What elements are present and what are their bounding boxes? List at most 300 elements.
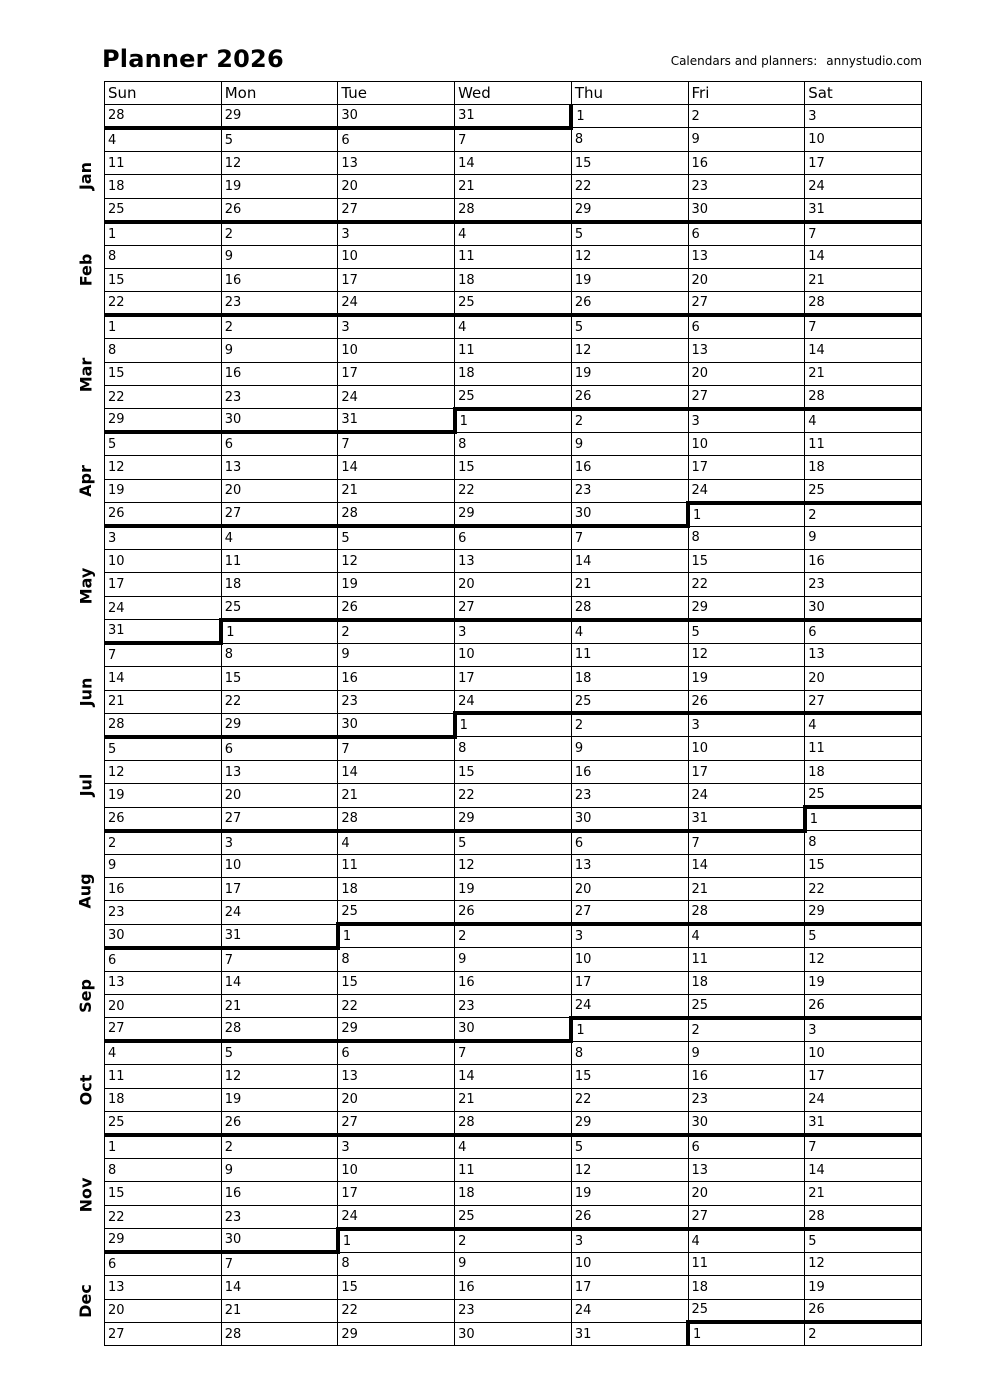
day-cell: 11 <box>688 1252 805 1275</box>
day-cell: 19 <box>571 362 688 385</box>
day-header-mon: Mon <box>221 82 338 105</box>
day-cell: 24 <box>338 292 455 315</box>
day-cell: 15 <box>105 268 222 291</box>
day-cell: 4 <box>455 1135 572 1158</box>
week-row-24 <box>105 643 922 666</box>
day-cell: 13 <box>338 1065 455 1088</box>
day-cell: 3 <box>338 222 455 245</box>
day-cell: 5 <box>571 315 688 338</box>
day-cell: 19 <box>805 1276 922 1299</box>
day-cell: 15 <box>688 550 805 573</box>
month-labels <box>66 81 106 1346</box>
day-cell: 27 <box>105 1018 222 1041</box>
day-cell: 18 <box>455 1182 572 1205</box>
week-row-16 <box>105 456 922 479</box>
month-label-text: Dec <box>76 1284 95 1318</box>
week-row-1 <box>105 105 922 128</box>
day-cell: 14 <box>805 339 922 362</box>
day-cell: 26 <box>805 1299 922 1322</box>
day-cell: 2 <box>571 409 688 432</box>
day-cell: 17 <box>338 1182 455 1205</box>
week-row-41 <box>105 1041 922 1064</box>
day-cell: 2 <box>688 1018 805 1041</box>
day-cell: 29 <box>221 713 338 736</box>
week-row-2 <box>105 128 922 151</box>
day-cell: 5 <box>221 1041 338 1064</box>
week-row-5 <box>105 198 922 221</box>
week-row-37 <box>105 948 922 971</box>
week-row-22 <box>105 596 922 619</box>
day-cell: 13 <box>688 245 805 268</box>
week-row-10 <box>105 315 922 338</box>
day-cell: 30 <box>221 1229 338 1252</box>
day-cell: 16 <box>221 1182 338 1205</box>
day-cell: 20 <box>221 784 338 807</box>
day-cell: 13 <box>105 971 222 994</box>
month-label-jun <box>66 645 106 739</box>
day-cell: 4 <box>455 222 572 245</box>
day-cell: 12 <box>571 1158 688 1181</box>
day-cell: 24 <box>105 596 222 619</box>
week-row-6 <box>105 222 922 245</box>
day-cell: 28 <box>805 1205 922 1228</box>
day-cell: 10 <box>571 1252 688 1275</box>
day-cell: 27 <box>805 690 922 713</box>
day-cell: 8 <box>571 1041 688 1064</box>
day-cell: 12 <box>221 1065 338 1088</box>
day-cell: 31 <box>805 198 922 221</box>
month-label-text: Oct <box>75 1074 95 1106</box>
day-cell: 2 <box>688 105 805 128</box>
week-row-32 <box>105 831 922 854</box>
day-cell: 18 <box>455 362 572 385</box>
week-row-12 <box>105 362 922 385</box>
day-cell: 29 <box>105 409 222 432</box>
calendar-body <box>105 105 922 1346</box>
day-cell: 13 <box>688 1158 805 1181</box>
day-cell: 20 <box>688 1182 805 1205</box>
day-cell: 31 <box>571 1322 688 1345</box>
week-row-49 <box>105 1229 922 1252</box>
day-cell: 8 <box>338 1252 455 1275</box>
week-row-23 <box>105 620 922 643</box>
week-row-7 <box>105 245 922 268</box>
month-label-jul <box>66 739 106 833</box>
day-cell: 2 <box>221 222 338 245</box>
day-cell: 18 <box>571 667 688 690</box>
day-cell: 10 <box>688 432 805 455</box>
day-cell: 20 <box>805 667 922 690</box>
day-cell: 8 <box>455 432 572 455</box>
day-cell: 13 <box>338 151 455 174</box>
day-cell: 13 <box>105 1276 222 1299</box>
day-cell: 17 <box>571 1276 688 1299</box>
day-cell: 6 <box>805 620 922 643</box>
day-cell: 5 <box>688 620 805 643</box>
day-cell: 29 <box>688 596 805 619</box>
day-cell: 1 <box>805 807 922 830</box>
day-cell: 29 <box>338 1322 455 1345</box>
week-row-9 <box>105 292 922 315</box>
day-cell: 7 <box>221 948 338 971</box>
day-cell: 22 <box>688 573 805 596</box>
day-cell: 7 <box>805 1135 922 1158</box>
day-cell: 24 <box>338 386 455 409</box>
day-cell: 31 <box>688 807 805 830</box>
day-cell: 31 <box>221 924 338 947</box>
day-cell: 12 <box>455 854 572 877</box>
day-cell: 6 <box>688 315 805 338</box>
day-cell: 24 <box>571 1299 688 1322</box>
day-cell: 18 <box>688 1276 805 1299</box>
day-cell: 3 <box>805 105 922 128</box>
day-cell: 25 <box>455 292 572 315</box>
day-cell: 11 <box>455 1158 572 1181</box>
day-cell: 4 <box>688 924 805 947</box>
day-cell: 17 <box>105 573 222 596</box>
day-cell: 23 <box>221 1205 338 1228</box>
day-cell: 21 <box>338 479 455 502</box>
day-cell: 28 <box>571 596 688 619</box>
day-cell: 21 <box>571 573 688 596</box>
day-cell: 20 <box>105 1299 222 1322</box>
day-cell: 2 <box>338 620 455 643</box>
month-label-jan <box>66 129 106 223</box>
week-row-30 <box>105 784 922 807</box>
day-cell: 23 <box>805 573 922 596</box>
day-cell: 9 <box>455 1252 572 1275</box>
day-cell: 22 <box>221 690 338 713</box>
day-cell: 25 <box>688 1299 805 1322</box>
day-cell: 11 <box>455 339 572 362</box>
day-cell: 20 <box>221 479 338 502</box>
day-cell: 29 <box>105 1229 222 1252</box>
day-cell: 10 <box>338 1158 455 1181</box>
week-row-52 <box>105 1299 922 1322</box>
day-cell: 19 <box>571 268 688 291</box>
day-cell: 29 <box>455 503 572 526</box>
day-cell: 16 <box>105 877 222 900</box>
day-cell: 5 <box>105 432 222 455</box>
day-cell: 27 <box>221 503 338 526</box>
week-row-19 <box>105 526 922 549</box>
day-cell: 29 <box>455 807 572 830</box>
day-cell: 8 <box>105 339 222 362</box>
day-cell: 24 <box>571 995 688 1018</box>
day-cell: 7 <box>571 526 688 549</box>
day-cell: 19 <box>688 667 805 690</box>
day-cell: 8 <box>105 245 222 268</box>
day-cell: 24 <box>805 1088 922 1111</box>
day-cell: 27 <box>338 198 455 221</box>
day-cell: 23 <box>221 386 338 409</box>
day-cell: 28 <box>338 503 455 526</box>
week-row-26 <box>105 690 922 713</box>
day-cell: 17 <box>805 1065 922 1088</box>
day-cell: 30 <box>338 105 455 128</box>
day-cell: 25 <box>805 784 922 807</box>
day-cell: 2 <box>455 1229 572 1252</box>
day-cell: 12 <box>338 550 455 573</box>
day-header-thu: Thu <box>571 82 688 105</box>
day-cell: 15 <box>455 760 572 783</box>
day-cell: 15 <box>105 1182 222 1205</box>
week-row-8 <box>105 268 922 291</box>
day-cell: 19 <box>805 971 922 994</box>
day-cell: 2 <box>805 1322 922 1345</box>
page-title: Planner 2026 <box>102 45 284 73</box>
day-cell: 8 <box>338 948 455 971</box>
day-cell: 22 <box>455 479 572 502</box>
month-label-oct <box>66 1043 106 1137</box>
day-cell: 21 <box>805 268 922 291</box>
day-cell: 16 <box>221 268 338 291</box>
day-cell: 11 <box>455 245 572 268</box>
day-cell: 24 <box>221 901 338 924</box>
day-cell: 6 <box>571 831 688 854</box>
day-cell: 14 <box>688 854 805 877</box>
day-cell: 16 <box>805 550 922 573</box>
day-cell: 27 <box>688 292 805 315</box>
day-cell: 16 <box>221 362 338 385</box>
day-cell: 23 <box>105 901 222 924</box>
day-cell: 17 <box>805 151 922 174</box>
day-cell: 4 <box>805 713 922 736</box>
day-cell: 15 <box>571 1065 688 1088</box>
day-cell: 7 <box>338 432 455 455</box>
day-cell: 30 <box>221 409 338 432</box>
day-cell: 10 <box>571 948 688 971</box>
day-cell: 15 <box>105 362 222 385</box>
week-row-44 <box>105 1112 922 1135</box>
day-cell: 26 <box>105 503 222 526</box>
day-cell: 6 <box>688 1135 805 1158</box>
day-cell: 12 <box>221 151 338 174</box>
day-cell: 3 <box>688 409 805 432</box>
day-cell: 1 <box>571 105 688 128</box>
day-header-wed: Wed <box>455 82 572 105</box>
day-cell: 9 <box>688 128 805 151</box>
day-cell: 10 <box>688 737 805 760</box>
day-cell: 9 <box>571 432 688 455</box>
day-cell: 26 <box>571 1205 688 1228</box>
day-cell: 4 <box>105 128 222 151</box>
day-cell: 28 <box>805 292 922 315</box>
day-cell: 6 <box>338 1041 455 1064</box>
day-cell: 9 <box>455 948 572 971</box>
day-cell: 31 <box>338 409 455 432</box>
day-cell: 27 <box>688 386 805 409</box>
week-row-46 <box>105 1158 922 1181</box>
day-cell: 26 <box>221 1112 338 1135</box>
day-cell: 4 <box>455 315 572 338</box>
day-cell: 13 <box>688 339 805 362</box>
day-cell: 4 <box>688 1229 805 1252</box>
day-cell: 22 <box>571 175 688 198</box>
day-cell: 25 <box>805 479 922 502</box>
week-row-28 <box>105 737 922 760</box>
day-cell: 20 <box>338 175 455 198</box>
day-cell: 7 <box>221 1252 338 1275</box>
day-cell: 9 <box>338 643 455 666</box>
day-cell: 25 <box>105 198 222 221</box>
day-cell: 21 <box>455 1088 572 1111</box>
day-header-sun: Sun <box>105 82 222 105</box>
day-cell: 3 <box>338 1135 455 1158</box>
credit-site: annystudio.com <box>826 54 922 68</box>
day-cell: 11 <box>571 643 688 666</box>
week-row-20 <box>105 550 922 573</box>
day-cell: 14 <box>571 550 688 573</box>
day-cell: 30 <box>455 1322 572 1345</box>
day-cell: 14 <box>805 245 922 268</box>
day-cell: 4 <box>571 620 688 643</box>
day-cell: 10 <box>338 245 455 268</box>
day-cell: 31 <box>455 105 572 128</box>
day-cell: 16 <box>571 456 688 479</box>
week-row-18 <box>105 503 922 526</box>
day-cell: 7 <box>688 831 805 854</box>
day-cell: 17 <box>338 268 455 291</box>
day-cell: 28 <box>221 1322 338 1345</box>
day-cell: 31 <box>805 1112 922 1135</box>
day-cell: 14 <box>221 1276 338 1299</box>
day-cell: 5 <box>805 924 922 947</box>
day-cell: 1 <box>455 713 572 736</box>
week-row-17 <box>105 479 922 502</box>
day-cell: 22 <box>338 995 455 1018</box>
day-cell: 27 <box>221 807 338 830</box>
day-cell: 25 <box>571 690 688 713</box>
month-label-text: Sep <box>75 979 95 1014</box>
day-cell: 8 <box>455 737 572 760</box>
day-cell: 17 <box>221 877 338 900</box>
day-cell: 9 <box>221 339 338 362</box>
day-cell: 9 <box>805 526 922 549</box>
day-cell: 8 <box>571 128 688 151</box>
day-cell: 18 <box>221 573 338 596</box>
day-cell: 16 <box>571 760 688 783</box>
day-cell: 16 <box>688 151 805 174</box>
week-row-15 <box>105 432 922 455</box>
month-label-apr <box>66 434 106 528</box>
day-cell: 18 <box>455 268 572 291</box>
day-cell: 6 <box>221 737 338 760</box>
month-label-text: Mar <box>75 358 95 393</box>
day-cell: 9 <box>571 737 688 760</box>
month-label-text: Nov <box>76 1178 95 1213</box>
day-cell: 21 <box>805 362 922 385</box>
day-cell: 1 <box>105 222 222 245</box>
calendar <box>75 81 922 1346</box>
day-cell: 9 <box>105 854 222 877</box>
day-cell: 11 <box>221 550 338 573</box>
day-cell: 23 <box>221 292 338 315</box>
day-cell: 3 <box>455 620 572 643</box>
day-cell: 26 <box>221 198 338 221</box>
day-cell: 23 <box>455 995 572 1018</box>
day-cell: 15 <box>338 1276 455 1299</box>
day-cell: 5 <box>221 128 338 151</box>
day-cell: 14 <box>455 151 572 174</box>
day-cell: 15 <box>455 456 572 479</box>
day-cell: 21 <box>338 784 455 807</box>
day-cell: 18 <box>805 760 922 783</box>
day-cell: 2 <box>571 713 688 736</box>
day-cell: 7 <box>805 222 922 245</box>
day-cell: 18 <box>105 175 222 198</box>
month-label-may <box>66 528 106 645</box>
day-cell: 8 <box>221 643 338 666</box>
day-cell: 22 <box>571 1088 688 1111</box>
week-row-36 <box>105 924 922 947</box>
week-row-13 <box>105 386 922 409</box>
day-cell: 19 <box>221 175 338 198</box>
day-cell: 13 <box>221 760 338 783</box>
week-row-48 <box>105 1205 922 1228</box>
day-cell: 8 <box>805 831 922 854</box>
day-cell: 25 <box>105 1112 222 1135</box>
week-row-11 <box>105 339 922 362</box>
day-cell: 23 <box>571 784 688 807</box>
day-cell: 18 <box>688 971 805 994</box>
day-cell: 15 <box>338 971 455 994</box>
day-cell: 21 <box>221 1299 338 1322</box>
week-row-14 <box>105 409 922 432</box>
week-row-40 <box>105 1018 922 1041</box>
day-cell: 29 <box>221 105 338 128</box>
day-cell: 28 <box>455 1112 572 1135</box>
day-cell: 17 <box>338 362 455 385</box>
day-cell: 2 <box>455 924 572 947</box>
day-cell: 18 <box>105 1088 222 1111</box>
day-cell: 28 <box>688 901 805 924</box>
day-cell: 30 <box>571 503 688 526</box>
day-cell: 26 <box>338 596 455 619</box>
week-row-53 <box>105 1322 922 1345</box>
month-label-text: Apr <box>75 465 95 497</box>
day-cell: 17 <box>455 667 572 690</box>
day-cell: 4 <box>338 831 455 854</box>
day-cell: 13 <box>571 854 688 877</box>
month-label-text: Jun <box>75 677 95 707</box>
week-row-3 <box>105 151 922 174</box>
week-row-43 <box>105 1088 922 1111</box>
day-cell: 10 <box>221 854 338 877</box>
day-cell: 17 <box>688 760 805 783</box>
day-cell: 27 <box>105 1322 222 1345</box>
day-cell: 5 <box>455 831 572 854</box>
week-row-31 <box>105 807 922 830</box>
day-header-tue: Tue <box>338 82 455 105</box>
day-cell: 10 <box>105 550 222 573</box>
day-cell: 26 <box>455 901 572 924</box>
calendar-table <box>104 81 922 1346</box>
week-row-51 <box>105 1276 922 1299</box>
day-cell: 21 <box>805 1182 922 1205</box>
day-cell: 6 <box>455 526 572 549</box>
day-cell: 23 <box>571 479 688 502</box>
day-cell: 26 <box>105 807 222 830</box>
day-cell: 19 <box>105 479 222 502</box>
day-cell: 7 <box>338 737 455 760</box>
day-cell: 29 <box>805 901 922 924</box>
day-cell: 25 <box>688 995 805 1018</box>
day-cell: 24 <box>455 690 572 713</box>
day-cell: 2 <box>221 315 338 338</box>
month-label-text: May <box>76 567 95 605</box>
week-row-4 <box>105 175 922 198</box>
